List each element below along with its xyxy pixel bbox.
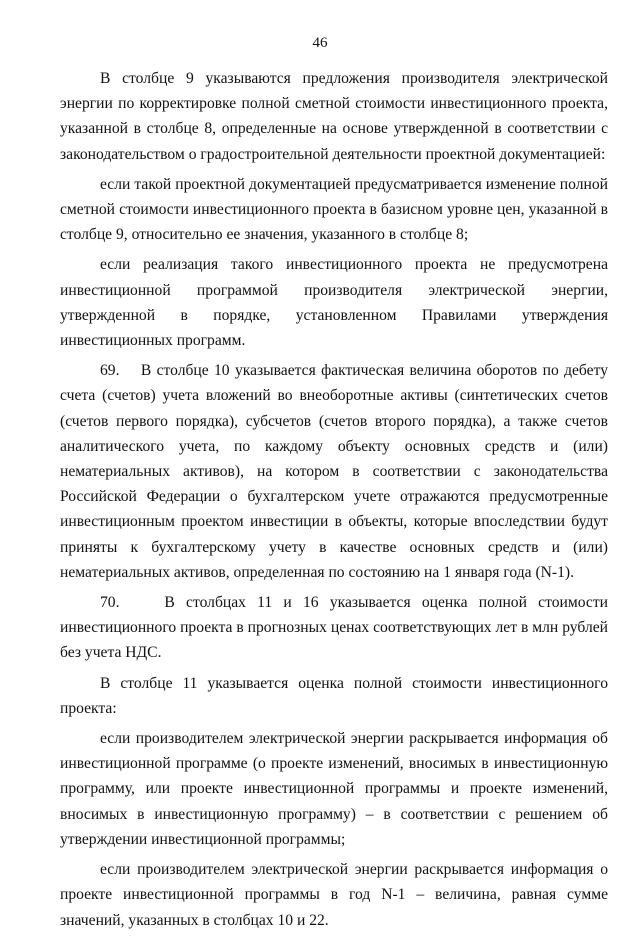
paragraph-item-69: 69. В столбце 10 указывается фактическая величина оборотов по дебету счета (счетов) учета вложений во внеоборотные активы (синтетических счетов (счетов первого порядка), субсчетов (счетов второго порядка), а также счетов аналитического учета, по каждому объекту основных средств и (или) нематериальных активов), на котором в соответствии с законодательства Российской Федерации о бухгалтерском учете отражаются предусмотренные инвестиционным проектом инвестиции в объекты, которые впоследствии будут приняты к бухгалтерскому учету в качестве основных средств и (или) нематериальных активов, определенная по состоянию на 1 января года (N-1).: [60, 362, 608, 581]
paragraph-column-11: В столбце 11 указывается оценка полной стоимости инвестиционного проекта:: [60, 674, 608, 717]
document-body: [60, 66, 608, 938]
paragraph-condition-4: если производителем электрической энергии раскрывается информация о проекте инвестиционной программы в год N-1 – величина, равная сумме значений, указанных в столбцах 10 и 22.: [60, 861, 608, 929]
paragraph-condition-3: если производителем электрической энергии раскрывается информация об инвестиционной программе (о проекте изменений, вносимых в инвестиционную программу, или проекте инвестиционной программы и проекте изменений, вносимых в инвестиционную программу) – в соответствии с решением об утверждении инвестиционной программы;: [60, 730, 608, 848]
paragraph-condition-1: если такой проектной документацией предусматривается изменение полной сметной стоимости инвестиционного проекта в базисном уровне цен, указанной в столбце 9, относительно ее значения, указанного в столбце 8;: [60, 175, 608, 244]
paragraph-item-70: 70. В столбцах 11 и 16 указывается оценка полной стоимости инвестиционного проекта в прогнозных ценах соответствующих лет в млн рублей без учета НДС.: [60, 594, 608, 662]
page-number: 46: [312, 35, 328, 51]
paragraph-condition-2: если реализация такого инвестиционного проекта не предусмотрена инвестиционной программой производителя электрической энергии, утвержденной в порядке, установленном Правилами утверждения инвестиционных программ.: [60, 256, 608, 350]
paragraph-column-9: В столбце 9 указываются предложения производителя электрической энергии по корректировке полной сметной стоимости инвестиционного проекта, указанной в столбце 8, определенные на основе утвержденной в соответствии с законодательством о градостроительной деятельности проектной документацией:: [60, 70, 608, 163]
